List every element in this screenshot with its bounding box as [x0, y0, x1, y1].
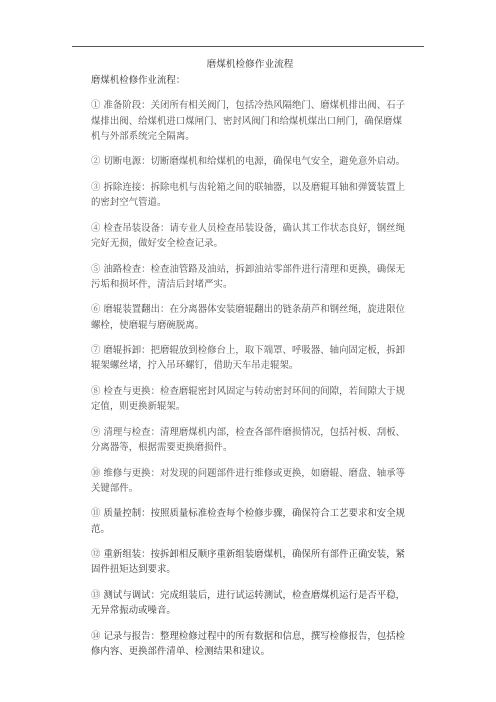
step-item: [91, 425, 409, 455]
step-marker: ④: [91, 222, 101, 234]
step-text: 质量控制：按照质量标准检查每个检修步骤，确保符合工艺要求和安全规范。: [91, 508, 406, 535]
step-marker: ①: [91, 100, 101, 112]
step-text: 维修与更换：对发现的问题部件进行维修或更换，如磨辊、磨盘、轴承等关键部件。: [91, 467, 406, 494]
step-text: 记录与报告：整理检修过程中的所有数据和信息，撰写检修报告，包括检修内容、更换部件清单、检测结果和建议。: [91, 630, 406, 657]
step-text: 测试与调试：完成组装后，进行试运转测试，检查磨煤机运行是否平稳，无异常振动或噪音。: [91, 589, 406, 617]
step-item: [91, 221, 409, 251]
step-text: 磨辊拆卸：把磨辊放到检修台上，取下端罩、呼吸器、轴向固定板，拆卸辊架螺丝堵，拧入吊环螺钉，借助天车吊走辊架。: [91, 345, 406, 372]
step-item: [91, 629, 409, 659]
step-item: [91, 506, 409, 536]
step-marker: ⑤: [91, 263, 101, 275]
step-marker: ⑫: [91, 549, 101, 561]
step-text: 切断电源：切断磨煤机和给煤机的电源，确保电气安全，避免意外启动。: [103, 156, 406, 168]
step-text: 准备阶段：关闭所有相关阀门，包括冷热风隔绝门、磨煤机排出阀、石子煤排出阀、给煤机进口煤闸门、密封风阀门和给煤机煤出口闸门，确保磨煤机与外部系统完全隔离。: [91, 100, 406, 142]
intro-line: 磨煤机检修作业流程：: [91, 75, 186, 86]
step-item: [91, 547, 409, 577]
step-marker: ⑦: [91, 345, 101, 357]
step-marker: ③: [91, 181, 101, 193]
step-marker: ⑨: [91, 426, 101, 438]
document-title: 磨煤机检修作业流程: [206, 59, 294, 70]
step-text: 检查吊装设备：请专业人员检查吊装设备，确认其工作状态良好，钢丝绳完好无损，做好安全检查记录。: [91, 222, 406, 249]
step-item: [91, 588, 409, 618]
step-marker: ⑥: [91, 304, 101, 316]
step-marker: ⑧: [91, 385, 101, 397]
step-item: [91, 384, 409, 414]
step-item: [91, 154, 409, 169]
step-item: [91, 180, 409, 210]
document-body: [91, 57, 409, 659]
step-item: [91, 466, 409, 496]
step-text: 清理与检查：清理磨煤机内部，检查各部件磨损情况，包括衬板、刮板、分离器等，根据需要更换磨损件。: [91, 426, 406, 453]
step-marker: ⑭: [91, 630, 101, 642]
step-marker: ②: [91, 156, 101, 168]
step-marker: ⑩: [91, 467, 101, 479]
step-marker: ⑪: [91, 508, 101, 520]
step-item: [91, 262, 409, 292]
header-divider: [72, 46, 424, 47]
step-text: 重新组装：按拆卸相反顺序重新组装磨煤机，确保所有部件正确安装，紧固件扭矩达到要求。: [91, 549, 406, 576]
step-marker: ⑬: [91, 589, 101, 601]
step-text: 磨辊装置翻出：在分离器体安装磨辊翻出的链条葫芦和钢丝绳，旋进限位螺栓，使磨辊与磨碗脱离。: [91, 304, 406, 331]
step-text: 油路检查：检查油管路及油站，拆卸油站零部件进行清理和更换，确保无污垢和损坏件，清洁后封堵严实。: [91, 263, 406, 290]
step-text: 检查与更换：检查磨辊密封风固定与转动密封环间的间隙，若间隙大于规定值，则更换新辊架。: [91, 385, 406, 413]
step-text: 拆除连接：拆除电机与齿轮箱之间的联轴器，以及磨辊耳轴和弹簧装置上的密封空气管道。: [91, 181, 406, 209]
step-item: [91, 302, 409, 332]
step-item: [91, 98, 409, 144]
step-item: [91, 343, 409, 373]
